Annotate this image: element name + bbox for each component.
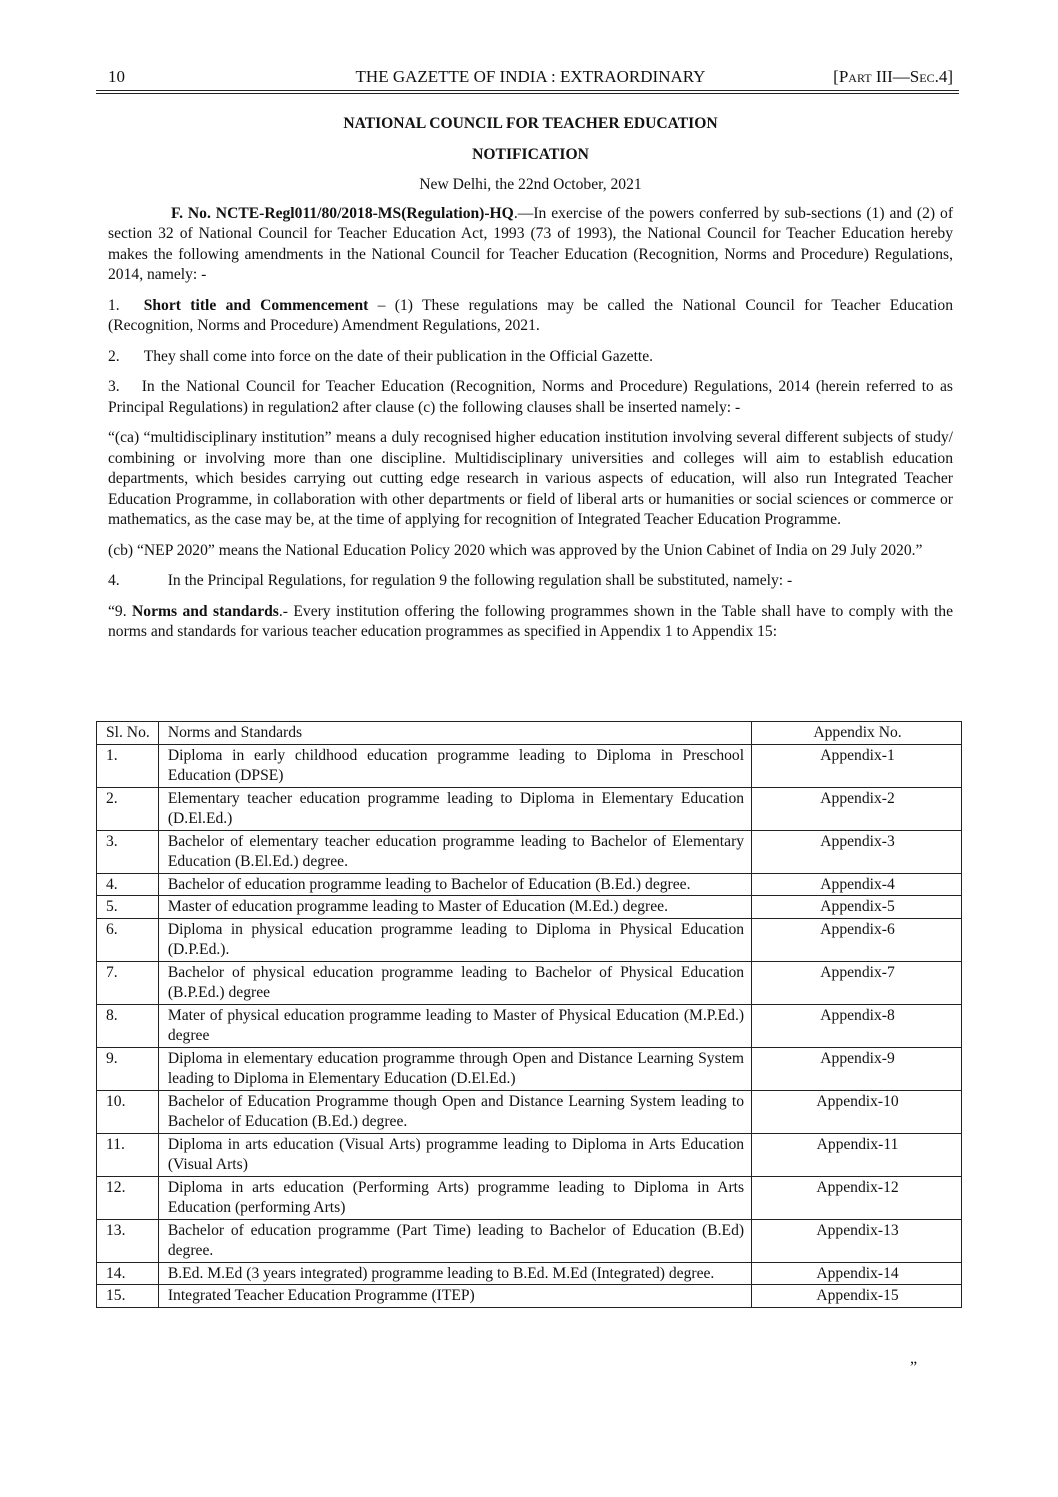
row-appendix: Appendix-11 — [752, 1133, 962, 1176]
paragraph-3-number: 3. — [108, 378, 120, 395]
table-row — [97, 787, 962, 830]
row-norm: Diploma in elementary education programme through Open and Distance Learning System leading to Diploma in Elementary Education (D.El.Ed.) — [158, 1047, 751, 1090]
paragraph-2-text: They shall come into force on the date of their publication in the Official Gazette. — [143, 347, 654, 365]
table-row — [97, 1219, 962, 1262]
table-row — [97, 830, 962, 873]
place-date: New Delhi, the 22nd October, 2021 — [419, 176, 642, 193]
clause-cb: (cb) “NEP 2020” means the National Education Policy 2020 which was approved by the Union Cabinet of India on 29 July 2020.” — [108, 541, 923, 559]
row-appendix: Appendix-2 — [752, 787, 962, 830]
paragraph-4-number: 4. — [108, 572, 120, 589]
row-norm: Diploma in arts education (Performing Arts) programme leading to Diploma in Arts Education (performing Arts) — [158, 1176, 751, 1219]
row-norm: Master of education programme leading to Master of Education (M.Ed.) degree. — [158, 896, 751, 919]
row-appendix: Appendix-6 — [752, 918, 962, 961]
row-sl-no: 13. — [97, 1219, 159, 1262]
clause-ca: “(ca) “multidisciplinary institution” means a duly recognised higher education institution involving several different subjects of study/ combining or involving more than one discipline. Multidisciplinary universities and colleges will aim to establish education departments, which besides carrying out cutting edge research in various aspects of education, will also run Integrated Teacher Education Programme, in collaboration with other departments or field of liberal arts or humanities or social sciences or commerce or mathematics, as the case may be, at the time of applying for recognition of Integrated Teacher Education Programme. — [108, 429, 953, 528]
table-row — [97, 744, 962, 787]
row-sl-no: 11. — [97, 1133, 159, 1176]
row-norm: Diploma in early childhood education programme leading to Diploma in Preschool Education (DPSE) — [158, 744, 751, 787]
row-norm: Diploma in physical education programme leading to Diploma in Physical Education (D.P.Ed.). — [158, 918, 751, 961]
row-norm: Elementary teacher education programme leading to Diploma in Elementary Education (D.El.Ed.) — [158, 787, 751, 830]
header-appendix: Appendix No. — [752, 722, 962, 745]
row-appendix: Appendix-5 — [752, 896, 962, 919]
row-sl-no: 14. — [97, 1262, 159, 1285]
regulation-9-prefix: “9. — [108, 602, 133, 620]
row-sl-no: 12. — [97, 1176, 159, 1219]
header-sl-no: Sl. No. — [97, 722, 159, 745]
header-rule-top — [96, 90, 959, 91]
gazette-page — [108, 64, 953, 643]
table-row — [97, 1047, 962, 1090]
row-appendix: Appendix-9 — [752, 1047, 962, 1090]
paragraph-4-text: In the Principal Regulations, for regulation 9 the following regulation shall be substituted, namely: - — [167, 572, 793, 589]
intro-text: .—In exercise of the powers conferred by sub-sections (1) and (2) of section 32 of National Council for Teacher Education Act, 1993 (73 of 1993), the National Council for Teacher Education hereby makes the following amendments in the National Council for Teacher Education (Recognition, Norms and Procedure) Regulations, 2014, namely: - — [108, 204, 954, 283]
row-sl-no: 5. — [97, 896, 159, 919]
closing-quote: ” — [910, 1359, 918, 1376]
table-row — [97, 1285, 962, 1308]
row-norm: Bachelor of elementary teacher education programme leading to Bachelor of Elementary Education (B.El.Ed.) degree. — [158, 830, 751, 873]
row-sl-no: 1. — [97, 744, 159, 787]
row-norm: Mater of physical education programme leading to Master of Physical Education (M.P.Ed.) degree — [158, 1004, 751, 1047]
table-row — [97, 1133, 962, 1176]
paragraph-4 — [108, 571, 953, 592]
paragraph-1-title: Short title and Commencement — [143, 296, 369, 314]
row-appendix: Appendix-15 — [752, 1285, 962, 1308]
file-number: F. No. NCTE-Regl011/80/2018-MS(Regulation)-HQ — [171, 204, 514, 222]
notification-heading: NATIONAL COUNCIL FOR TEACHER EDUCATION — [343, 115, 718, 132]
row-appendix: Appendix-8 — [752, 1004, 962, 1047]
row-appendix: Appendix-13 — [752, 1219, 962, 1262]
row-norm: Bachelor of physical education programme leading to Bachelor of Physical Education (B.P.Ed.) degree — [158, 961, 751, 1004]
row-sl-no: 6. — [97, 918, 159, 961]
row-sl-no: 4. — [97, 873, 159, 896]
header-norms: Norms and Standards — [158, 722, 751, 745]
row-norm: Bachelor of education programme leading to Bachelor of Education (B.Ed.) degree. — [158, 873, 751, 896]
row-sl-no: 7. — [97, 961, 159, 1004]
table-row — [97, 961, 962, 1004]
paragraph-2-number: 2. — [108, 347, 120, 365]
part-section: [Part III—Sec.4] — [833, 67, 953, 86]
table-row — [97, 1176, 962, 1219]
row-appendix: Appendix-7 — [752, 961, 962, 1004]
row-sl-no: 15. — [97, 1285, 159, 1308]
table-row — [97, 873, 962, 896]
row-norm: Integrated Teacher Education Programme (ITEP) — [158, 1285, 751, 1308]
paragraph-3 — [108, 377, 953, 418]
paragraph-2 — [108, 347, 953, 368]
row-appendix: Appendix-1 — [752, 744, 962, 787]
row-appendix: Appendix-4 — [752, 873, 962, 896]
notification-subheading: NOTIFICATION — [472, 145, 589, 163]
gazette-title: THE GAZETTE OF INDIA : EXTRAORDINARY — [355, 67, 706, 86]
row-norm: Bachelor of education programme (Part Time) leading to Bachelor of Education (B.Ed) degree. — [158, 1219, 751, 1262]
row-norm: B.Ed. M.Ed (3 years integrated) programme leading to B.Ed. M.Ed (Integrated) degree. — [158, 1262, 751, 1285]
intro-paragraph — [108, 204, 953, 286]
page-header — [108, 64, 953, 90]
row-norm: Diploma in arts education (Visual Arts) programme leading to Diploma in Arts Education (Visual Arts) — [158, 1133, 751, 1176]
row-sl-no: 2. — [97, 787, 159, 830]
paragraph-1-text: – (1) These regulations may be called the National Council for Teacher Education (Recognition, Norms and Procedure) Amendment Regulations, 2021. — [108, 296, 953, 334]
table-header-row — [97, 722, 962, 745]
regulation-9 — [108, 602, 953, 643]
paragraph-1-number: 1. — [108, 296, 120, 314]
paragraph-3-text: In the National Council for Teacher Education (Recognition, Norms and Procedure) Regulations, 2014 (herein referred to as Principal Regulations) in regulation2 after clause (c) the following clauses shall be inserted namely: - — [108, 378, 953, 416]
norms-table — [96, 721, 962, 1308]
header-rule-bottom — [96, 93, 959, 94]
table-row — [97, 1262, 962, 1285]
paragraph-1 — [108, 296, 953, 337]
row-sl-no: 3. — [97, 830, 159, 873]
row-appendix: Appendix-10 — [752, 1090, 962, 1133]
table-row — [97, 896, 962, 919]
row-sl-no: 8. — [97, 1004, 159, 1047]
regulation-9-title: Norms and standards — [132, 602, 279, 620]
table-row — [97, 918, 962, 961]
table-row — [97, 1004, 962, 1047]
page-number: 10 — [108, 67, 125, 86]
row-sl-no: 10. — [97, 1090, 159, 1133]
row-appendix: Appendix-3 — [752, 830, 962, 873]
row-norm: Bachelor of Education Programme though Open and Distance Learning System leading to Bachelor of Education (B.Ed.) degree. — [158, 1090, 751, 1133]
row-sl-no: 9. — [97, 1047, 159, 1090]
row-appendix: Appendix-14 — [752, 1262, 962, 1285]
table-row — [97, 1090, 962, 1133]
row-appendix: Appendix-12 — [752, 1176, 962, 1219]
regulation-9-text: .- Every institution offering the following programmes shown in the Table shall have to comply with the norms and standards for various teacher education programmes as specified in Appendix 1 to Appendix 15: — [108, 602, 954, 640]
